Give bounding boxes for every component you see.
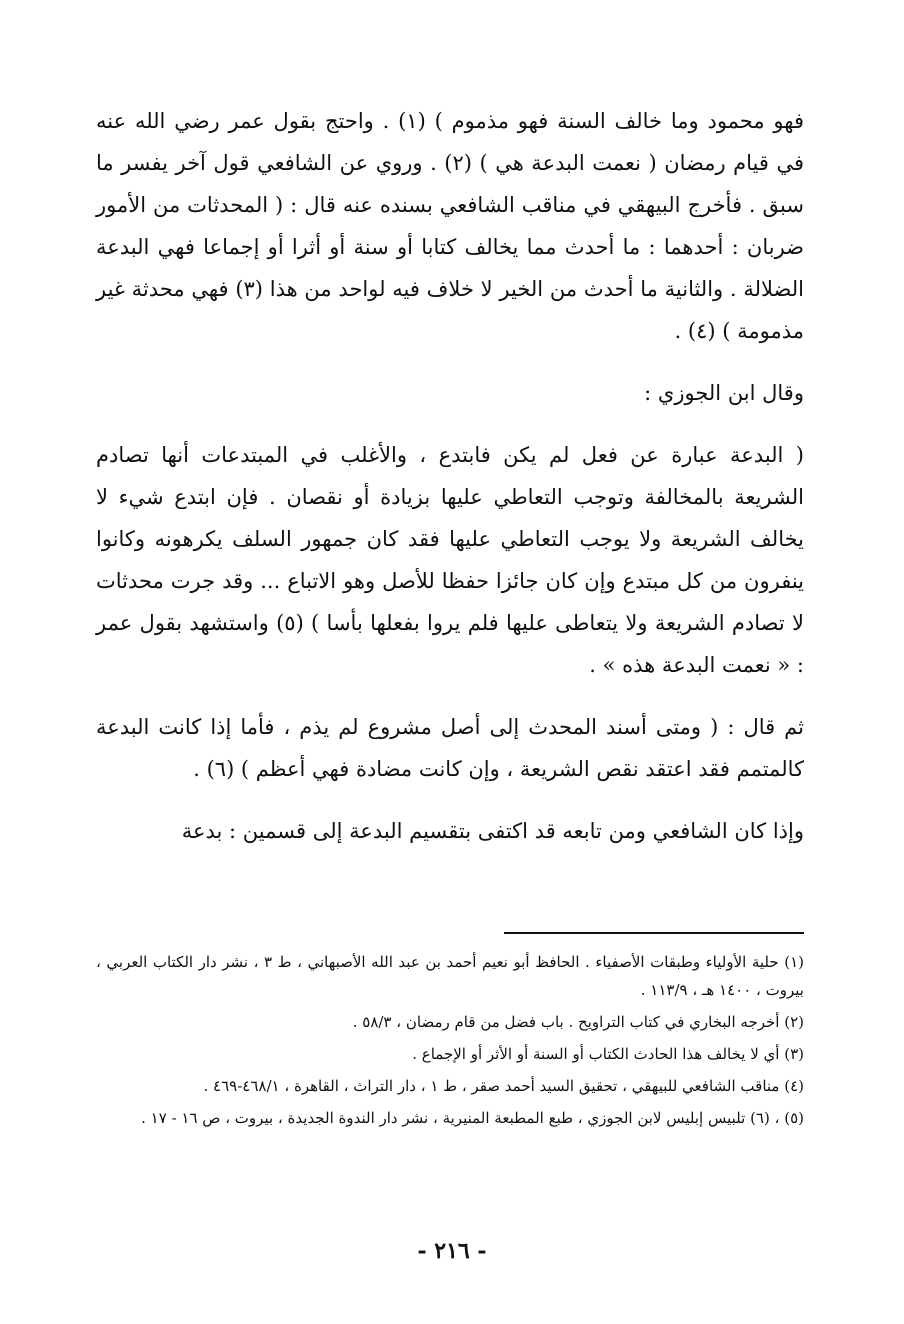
main-text	[96, 100, 804, 852]
paragraph-continuation: وإذا كان الشافعي ومن تابعه قد اكتفى بتقسيم البدعة إلى قسمين : بدعة	[181, 819, 804, 843]
footnotes	[96, 948, 804, 1136]
footnote-1: (١) حلية الأولياء وطبقات الأصفياء . الحافظ أبو نعيم أحمد بن عبد الله الأصبهاني ، ط ٣ ، نشر دار الكتاب العربي ، بيروت ، ١٤٠٠ هـ ، ١١٣/٩ .	[96, 953, 804, 999]
page-number: - ٢١٦ -	[417, 1238, 487, 1264]
footnote-3: (٣) أي لا يخالف هذا الحادث الكتاب أو السنة أو الأثر أو الإجماع .	[412, 1045, 804, 1063]
paragraph-then-he-said: ثم قال : ( ومتى أسند المحدث إلى أصل مشروع لم يذم ، فأما إذا كانت البدعة كالمتمم فقد اعتقد نقص الشريعة ، وإن كانت مضادة فهي أعظم ) (٦) .	[96, 715, 804, 781]
footnote-separator	[504, 932, 804, 934]
footnote-4: (٤) مناقب الشافعي للبيهقي ، تحقيق السيد أحمد صقر ، ط ١ ، دار التراث ، القاهرة ، ٤٦٨/١-٤٦٩ .	[203, 1077, 804, 1095]
paragraph-ibn-jawzi-intro: وقال ابن الجوزي :	[644, 381, 804, 405]
footnote-2: (٢) أخرجه البخاري في كتاب التراويح . باب فضل من قام رمضان ، ٥٨/٣ .	[352, 1013, 804, 1031]
paragraph-shafii-two-types: فهو محمود وما خالف السنة فهو مذموم ) (١) . واحتج بقول عمر رضي الله عنه في قيام رمضان ( نعمت البدعة هي ) (٢) . وروي عن الشافعي قول آخر يفسر ما سبق . فأخرج البيهقي في مناقب الشافعي بسنده عنه قال : ( المحدثات من الأمور ضربان : أحدهما : ما أحدث مما يخالف كتابا أو سنة أو أثرا أو إجماعا فهي البدعة الضلالة . والثانية ما أحدث من الخير لا خلاف فيه لواحد من هذا (٣) فهي محدثة غير مذمومة ) (٤) .	[96, 109, 804, 343]
footnote-5-6: (٥) ، (٦) تلبيس إبليس لابن الجوزي ، طبع المطبعة المنيرية ، نشر دار الندوة الجديدة ، بيروت ، ص ١٦ - ١٧ .	[141, 1109, 804, 1127]
paragraph-ibn-jawzi-quote: ( البدعة عبارة عن فعل لم يكن فابتدع ، والأغلب في المبتدعات أنها تصادم الشريعة بالمخالفة وتوجب التعاطي عليها بزيادة أو نقصان . فإن ابتدع شيء لا يخالف الشريعة ولا يوجب التعاطي عليها فقد كان جمهور السلف يكرهونه وكانوا ينفرون من كل مبتدع وإن كان جائزا حفظا للأصل وهو الاتباع ... وقد جرت محدثات لا تصادم الشريعة ولا يتعاطى عليها فلم يروا بفعلها بأسا ) (٥) واستشهد بقول عمر : « نعمت البدعة هذه » .	[96, 443, 804, 677]
